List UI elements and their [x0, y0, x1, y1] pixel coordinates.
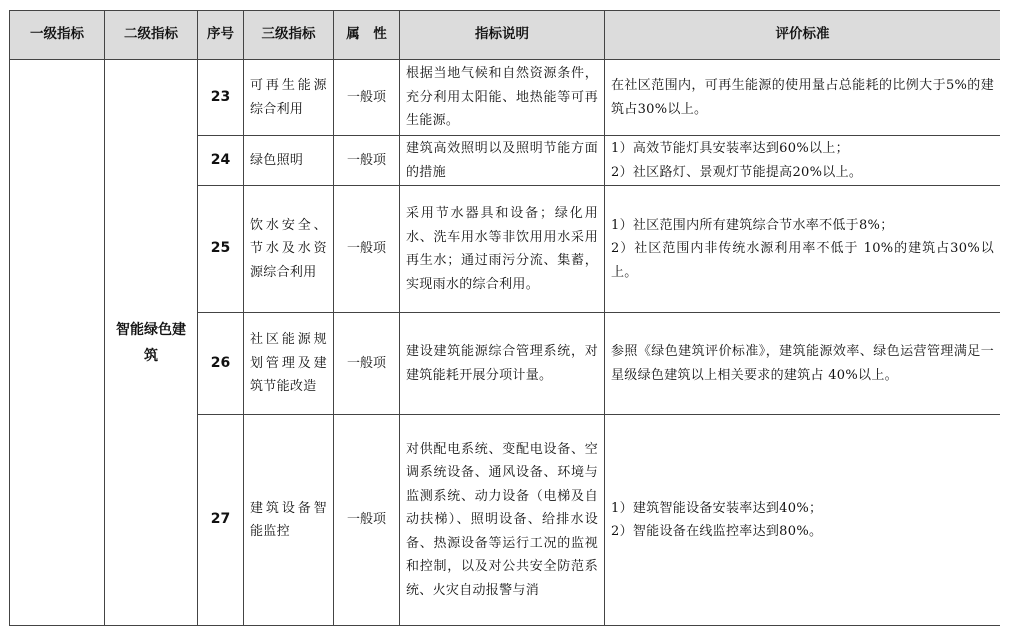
header-criteria: 评价标准 — [605, 11, 1001, 60]
attribute-cell: 一般项 — [334, 186, 400, 313]
description-cell: 建设建筑能源综合管理系统，对建筑能耗开展分项计量。 — [400, 313, 605, 415]
description-cell: 建筑高效照明以及照明节能方面的措施 — [400, 136, 605, 186]
header-level2: 二级指标 — [105, 11, 198, 60]
criteria-cell: 参照《绿色建筑评价标准》，建筑能源效率、绿色运营管理满足一星级绿色建筑以上相关要求的建筑占 40%以上。 — [605, 313, 1001, 415]
header-level3: 三级指标 — [244, 11, 334, 60]
document-page — [9, 10, 1000, 632]
attribute-cell: 一般项 — [334, 136, 400, 186]
attribute-cell: 一般项 — [334, 415, 400, 626]
row-number: 27 — [198, 415, 244, 626]
description-cell: 采用节水器具和设备；绿化用水、洗车用水等非饮用用水采用再生水；通过雨污分流、集蓄，实现雨水的综合利用。 — [400, 186, 605, 313]
row-number: 24 — [198, 136, 244, 186]
row-number: 26 — [198, 313, 244, 415]
header-no: 序号 — [198, 11, 244, 60]
table-row — [10, 60, 1001, 136]
level3-cell: 建筑设备智能监控 — [244, 415, 334, 626]
row-number: 25 — [198, 186, 244, 313]
criteria-cell: 1）建筑智能设备安装率达到40%； 2）智能设备在线监控率达到80%。 — [605, 415, 1001, 626]
criteria-cell: 1）高效节能灯具安装率达到60%以上； 2）社区路灯、景观灯节能提高20%以上。 — [605, 136, 1001, 186]
header-attribute: 属 性 — [334, 11, 400, 60]
indicator-table — [9, 10, 1000, 626]
level1-cell — [10, 60, 105, 626]
description-cell: 对供配电系统、变配电设备、空调系统设备、通风设备、环境与监测系统、动力设备（电梯及自动扶梯）、照明设备、给排水设备、热源设备等运行工况的监视和控制，以及对公共安全防范系统、火灾自动报警与消 — [400, 415, 605, 626]
level3-cell: 社区能源规划管理及建筑节能改造 — [244, 313, 334, 415]
header-row — [10, 11, 1001, 60]
header-description: 指标说明 — [400, 11, 605, 60]
row-number: 23 — [198, 60, 244, 136]
attribute-cell: 一般项 — [334, 60, 400, 136]
attribute-cell: 一般项 — [334, 313, 400, 415]
level3-cell: 绿色照明 — [244, 136, 334, 186]
level3-cell: 饮水安全、节水及水资源综合利用 — [244, 186, 334, 313]
criteria-cell: 在社区范围内，可再生能源的使用量占总能耗的比例大于5%的建筑占30%以上。 — [605, 60, 1001, 136]
description-cell: 根据当地气候和自然资源条件，充分利用太阳能、地热能等可再生能源。 — [400, 60, 605, 136]
criteria-cell: 1）社区范围内所有建筑综合节水率不低于8%； 2）社区范围内非传统水源利用率不低于 10%的建筑占30%以上。 — [605, 186, 1001, 313]
header-level1: 一级指标 — [10, 11, 105, 60]
level3-cell: 可再生能源综合利用 — [244, 60, 334, 136]
level2-cell: 智能绿色建筑 — [105, 60, 198, 626]
